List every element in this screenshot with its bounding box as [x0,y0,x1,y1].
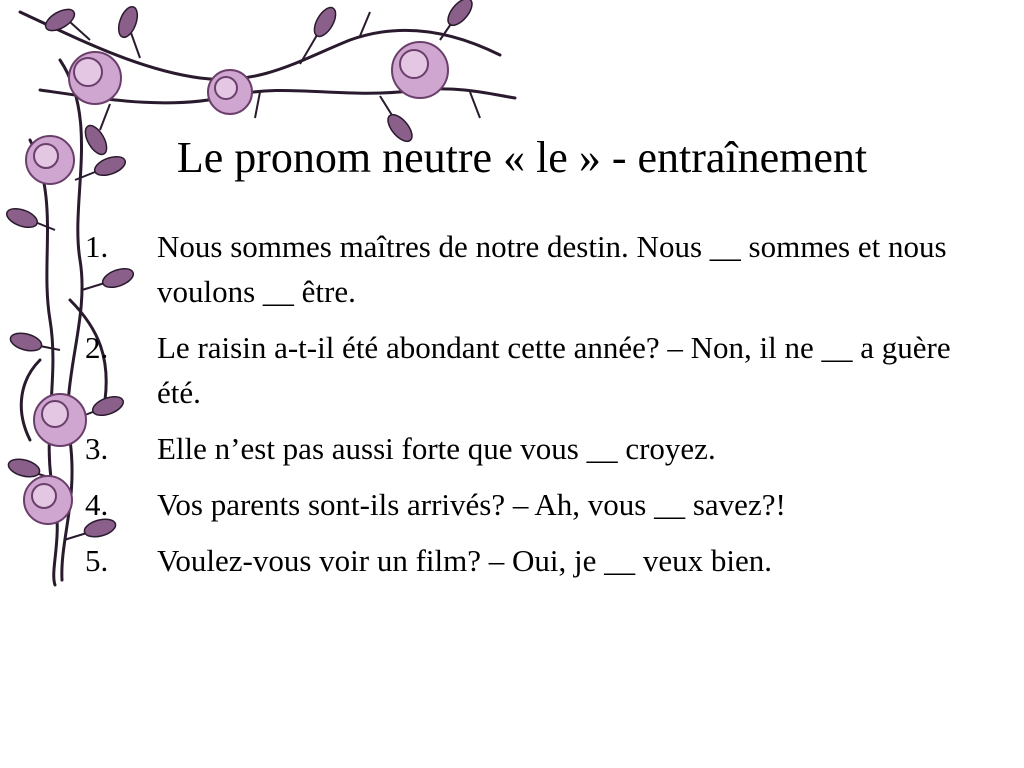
exercise-item-4 [85,482,965,527]
exercise-number: 1. [85,229,109,264]
exercise-number: 4. [85,487,109,522]
exercise-sentence: Voulez-vous voir un film? – Oui, je __ veux bien. [157,543,773,578]
exercise-list [85,224,965,594]
exercise-item-5 [85,538,965,583]
exercise-item-1 [85,224,965,314]
exercise-number: 2. [85,330,109,365]
exercise-sentence: Vos parents sont-ils arrivés? – Ah, vous __ savez?! [157,487,786,522]
exercise-number: 5. [85,543,109,578]
exercise-item-2 [85,325,965,415]
exercise-sentence: Le raisin a-t-il été abondant cette année? – Non, il ne __ a guère été. [157,330,951,410]
slide-title: Le pronom neutre « le » - entraînement [176,133,868,182]
exercise-sentence: Nous sommes maîtres de notre destin. Nous __ sommes et nous voulons __ être. [157,229,947,309]
exercise-sentence: Elle n’est pas aussi forte que vous __ croyez. [157,431,716,466]
exercise-number: 3. [85,431,109,466]
exercise-item-3 [85,426,965,471]
